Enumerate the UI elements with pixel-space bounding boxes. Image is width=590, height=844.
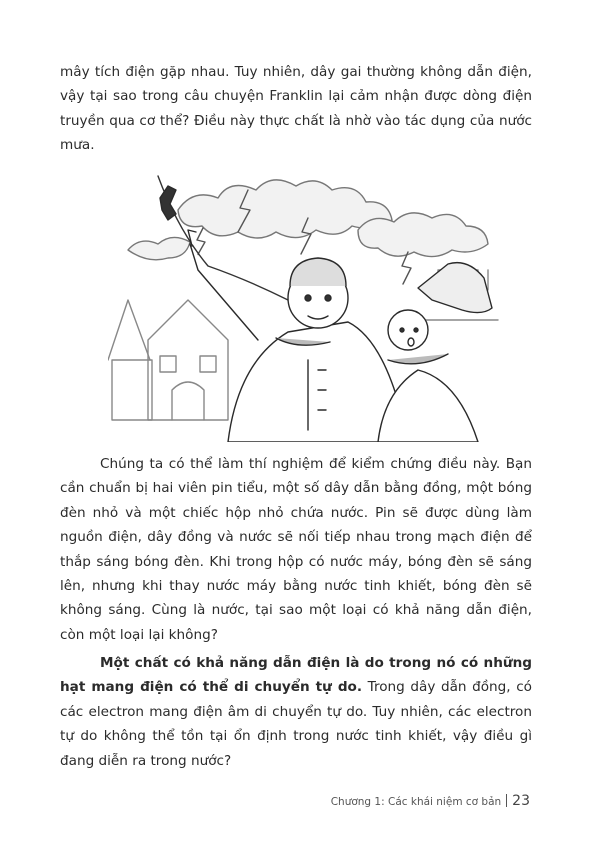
paragraph-2 [60, 452, 532, 647]
paragraph-3 [60, 651, 532, 773]
page-footer [331, 793, 530, 809]
franklin-kite-illustration [108, 170, 500, 442]
paragraph-1 [60, 60, 532, 158]
paragraph-3-text: Trong dây dẫn đồng, có các electron mang điện âm di chuyển tự do. Tuy nhiên, các electron tự do không thể tồn tại ổn định trong nước tinh khiết, vậy điều gì đang diễn ra trong nước? [60, 679, 532, 769]
paragraph-2-text: Chúng ta có thể làm thí nghiệm để kiểm chứng điều này. Bạn cần chuẩn bị hai viên pin tiểu, một số dây dẫn bằng đồng, một bóng đèn nhỏ và một chiếc hộp nhỏ chứa nước. Pin sẽ được dùng làm nguồn điện, dây đồng và nước sẽ nối tiếp nhau trong mạch điện để thắp sáng bóng đèn. Khi trong hộp có nước máy, bóng đèn sẽ sáng lên, nhưng khi thay nước máy bằng nước tinh khiết, bóng đèn sẽ không sáng. Cùng là nước, tại sao một loại có khả năng dẫn điện, còn một loại lại không? [60, 456, 532, 643]
key-icon [160, 186, 176, 220]
paragraph-1-text: mây tích điện gặp nhau. Tuy nhiên, dây gai thường không dẫn điện, vậy tại sao trong câu chuyện Franklin lại cảm nhận được dòng điện truyền qua cơ thể? Điều này thực chất là nhờ vào tác dụng của nước mưa. [60, 64, 532, 154]
page-number: 23 [512, 793, 530, 809]
paragraph-3-bold-lead: Một chất có khả năng dẫn điện là do trong nó có những hạt mang điện có thể di chuyển tự do. [60, 655, 532, 696]
storm-clouds [128, 180, 488, 260]
franklin-figure [188, 230, 408, 442]
footer-divider [506, 794, 507, 807]
flying-hat-icon [418, 263, 492, 313]
chapter-title: Chương 1: Các khái niệm cơ bản [330, 796, 502, 808]
boy-figure [378, 263, 492, 442]
